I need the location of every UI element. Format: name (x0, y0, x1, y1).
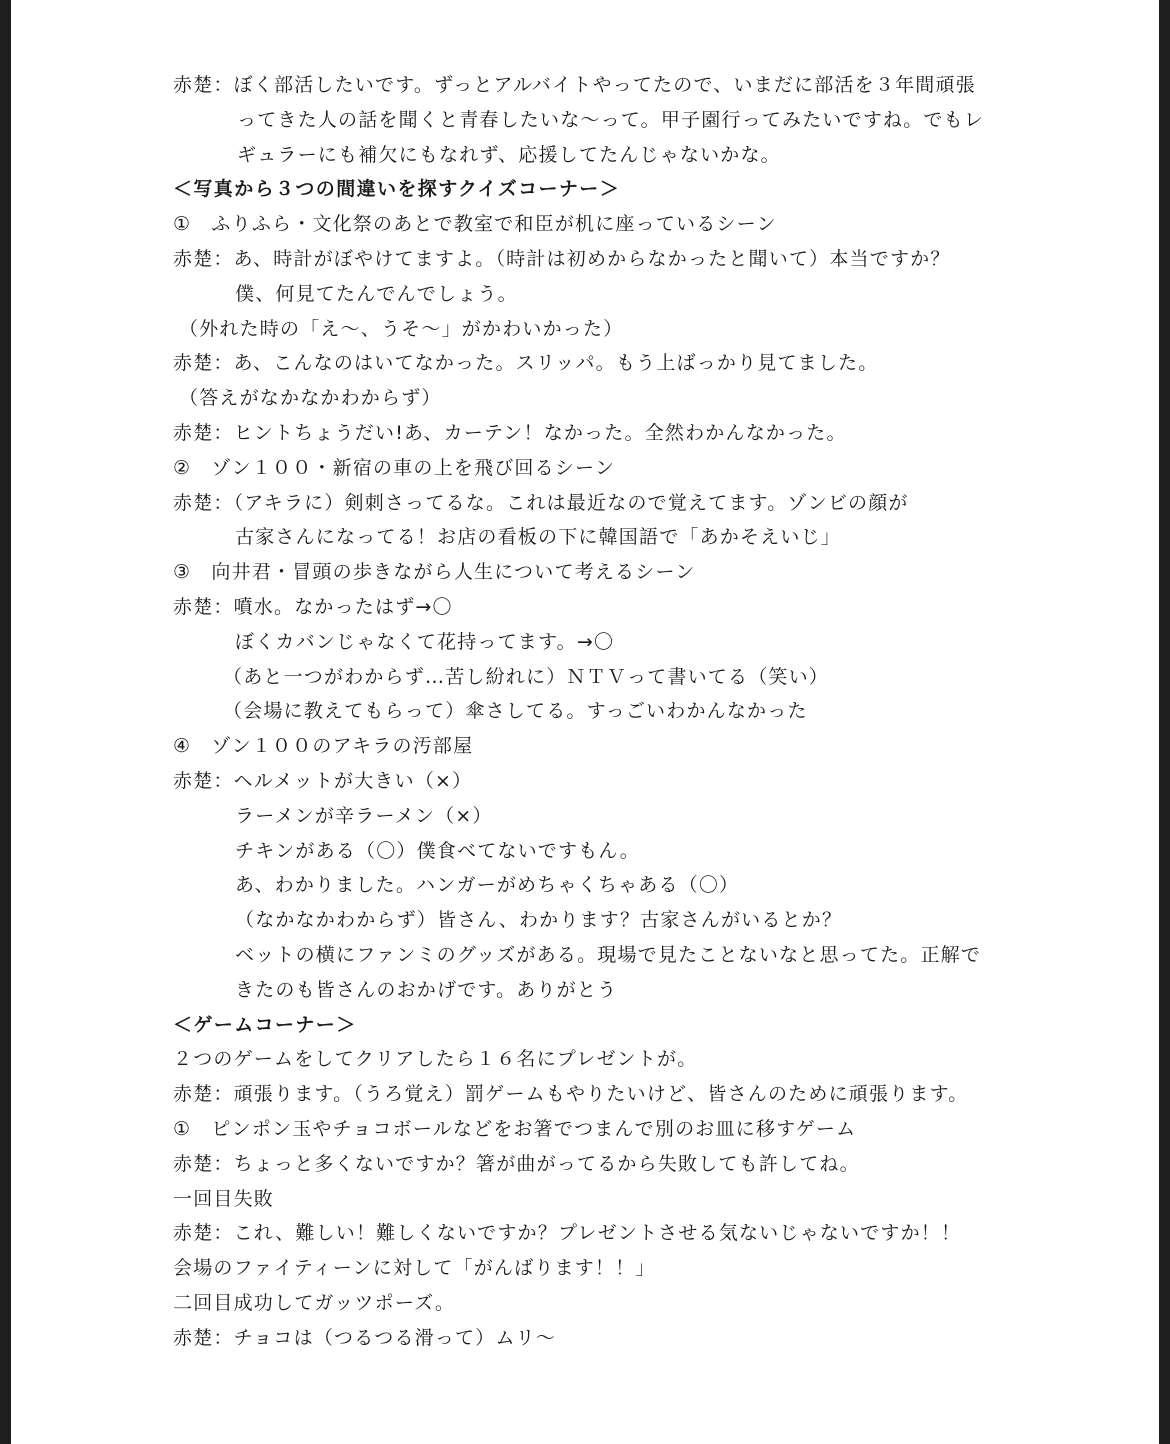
note-line: （外れた時の「え〜、うそ〜」がかわいかった） (179, 317, 624, 340)
section-heading-quiz: ＜写真から３つの間違いを探すクイズコーナー＞ (173, 178, 621, 201)
dialogue-line: 赤楚：ぼく部活したいです。ずっとアルバイトやってたので、いまだに部活を３年間頑張 (173, 74, 976, 96)
narration-line: ２つのゲームをしてクリアしたら１６名にプレゼントが。 (173, 1048, 698, 1071)
dialogue-line: 赤楚：あ、こんなのはいてなかった。スリッパ。もう上ばっかり見てました。 (173, 352, 879, 375)
note-line: （会場に教えてもらって）傘さしてる。すっごいわかんなかった (223, 700, 808, 723)
dialogue-continuation: 古家さんになってる！お店の看板の下に韓国語で「あかそえいじ」 (235, 526, 842, 549)
dialogue-continuation: チキンがある（〇）僕食べてないですもん。 (235, 839, 640, 862)
dialogue-continuation: きたのも皆さんのおかげです。ありがとう (235, 978, 618, 1001)
quiz-item-3: ③ 向井君・冒頭の歩きながら人生について考えるシーン (173, 561, 696, 584)
quiz-item-1: ① ふりふら・文化祭のあとで教室で和臣が机に座っているシーン (173, 213, 777, 236)
note-line: （あと一つがわからず…苦し紛れに）ＮＴＶって書いてる（笑い） (223, 665, 830, 688)
document-body (173, 68, 1013, 1355)
dialogue-continuation: ってきた人の話を聞くと青春したいな〜って。甲子園行ってみたいですね。でもレ (237, 108, 985, 131)
dialogue-line: 赤楚：頑張ります。（うろ覚え）罰ゲームもやりたいけど、皆さんのために頑張ります。 (173, 1083, 969, 1106)
game-item-1: ① ピンポン玉やチョコボールなどをお箸でつまんで別のお皿に移すゲーム (173, 1117, 857, 1140)
dialogue-line: 赤楚：噴水。なかったはず→〇 (173, 595, 453, 618)
narration-line: 二回目成功してガッツポーズ。 (173, 1291, 456, 1314)
quiz-item-2: ② ゾン１００・新宿の車の上を飛び回るシーン (173, 456, 616, 479)
note-line: （答えがなかなかわからず） (179, 387, 442, 410)
dialogue-line: 赤楚：ヒントちょうだい!あ、カーテン！なかった。全然わかんなかった。 (173, 421, 847, 444)
dialogue-line: 赤楚：ヘルメットが大きい（×） (173, 769, 473, 792)
section-heading-game: ＜ゲームコーナー＞ (173, 1013, 357, 1036)
narration-line: 会場のファイティーンに対して「がんばります！！」 (173, 1257, 656, 1280)
dialogue-continuation: ぼくカバンじゃなくて花持ってます。→〇 (235, 630, 615, 653)
quiz-item-4: ④ ゾン１００のアキラの汚部屋 (173, 735, 474, 758)
dialogue-continuation: ベットの横にファンミのグッズがある。現場で見たことないなと思ってた。正解で (235, 943, 982, 966)
dialogue-continuation: ギュラーにも補欠にもなれず、応援してたんじゃないかな。 (237, 143, 781, 166)
dialogue-continuation: 僕、何見てたんでんでしょう。 (235, 282, 518, 305)
dialogue-continuation: （なかなかわからず）皆さん、わかります？古家さんがいるとか？ (235, 909, 843, 932)
dialogue-line: 赤楚：チョコは（つるつる滑って）ムリ〜 (173, 1326, 557, 1349)
dialogue-line: 赤楚：これ、難しい！難しくないですか？プレゼントさせる気ないじゃないですか！！ (173, 1222, 962, 1245)
dialogue-line: 赤楚：ちょっと多くないですか？箸が曲がってるから失敗しても許してね。 (173, 1152, 860, 1175)
document-page (11, 0, 1159, 1444)
dialogue-continuation: あ、わかりました。ハンガーがめちゃくちゃある（〇） (235, 874, 740, 897)
dialogue-line: 赤楚：（アキラに）剣刺さってるな。これは最近なので覚えてます。ゾンビの顔が (173, 491, 909, 514)
dialogue-continuation: ラーメンが辛ラーメン（×） (235, 804, 493, 827)
dialogue-line: 赤楚：あ、時計がぼやけてますよ。（時計は初めからなかったと聞いて）本当ですか？ (173, 247, 951, 270)
narration-line: 一回目失敗 (173, 1187, 275, 1210)
